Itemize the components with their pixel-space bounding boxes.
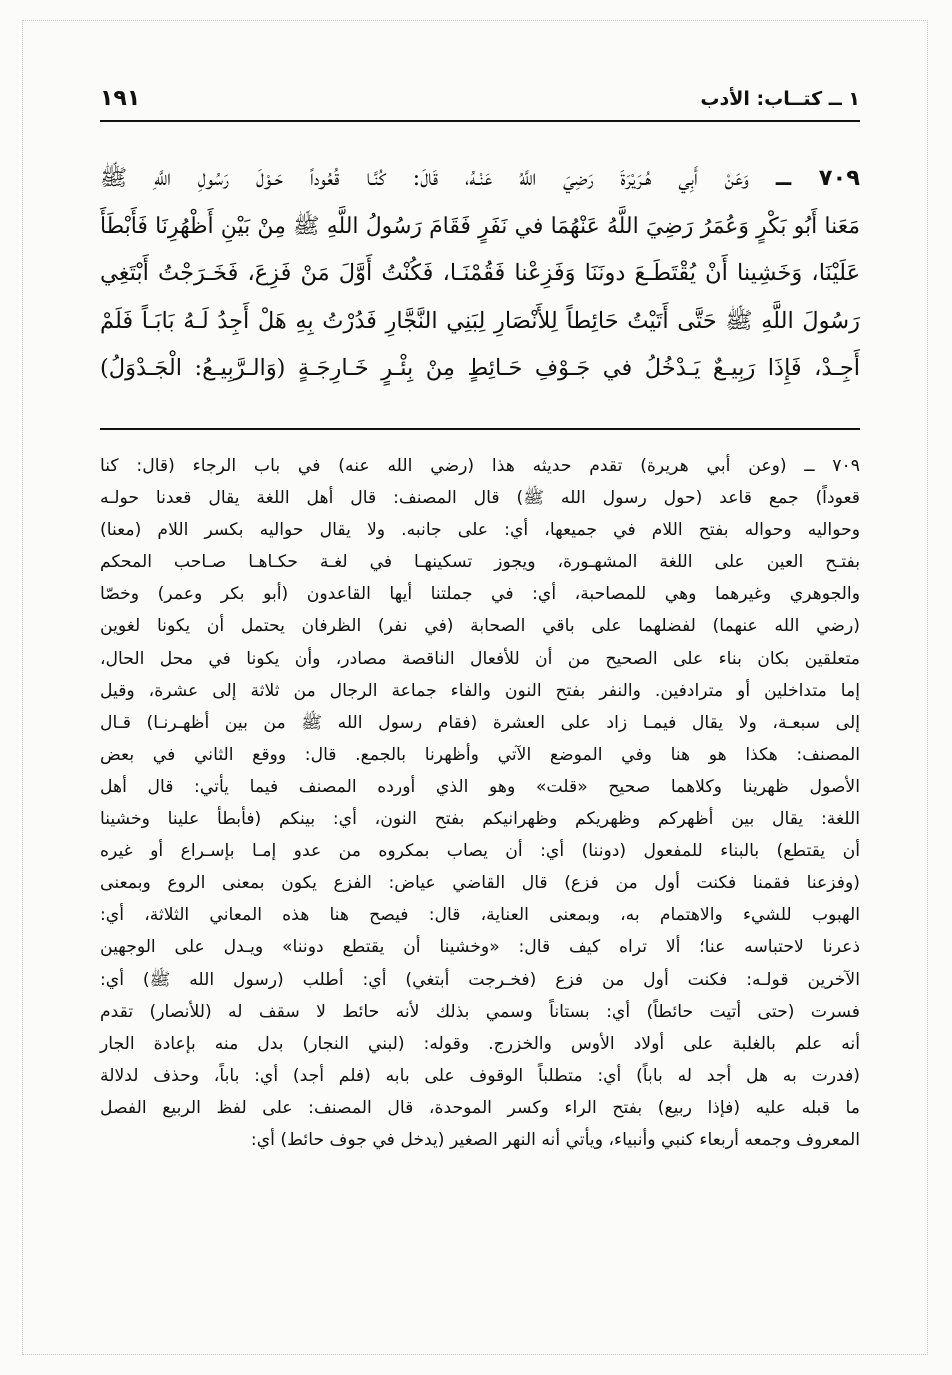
commentary-line: أنه علم بالغلبة على أولاد الأوس والخزرج. وقوله: (لبني النجار) بدل منه بإعادة الجار	[100, 1033, 860, 1054]
commentary-line: الآخرين قولـه: فكنت أول من فزع (فخـرجت أبتغي) أي: أطلب (رسول الله ﷺ) أي:	[100, 969, 860, 990]
commentary-text	[100, 450, 860, 1156]
commentary-line: ما قبله عليه (فإذا ربيع) بفتح الراء وكسر الموحدة، قال المصنف: على لفظ الربيع الفصل	[100, 1097, 860, 1118]
commentary-line: الأصول ظهرينا وكلاهما صحيح «قلت» وهو الذي أورده المصنف فيما يأتي: قال أهل	[100, 776, 860, 797]
commentary-line: (فدرت به هل أجد له باباً) أي: متطلباً الوقوف على بابه (فلم أجد) أي: باباً، وحذف لدلالة	[100, 1065, 860, 1086]
hadith-number: ٧٠٩ ــ	[775, 165, 860, 191]
commentary-line: قعوداً) جمع قاعد (حول رسول الله ﷺ) قال المصنف: قال أهل اللغة يقال قعدنا حولـه	[100, 488, 860, 509]
page-number: ١٩١	[100, 86, 141, 111]
commentary-line: والجوهري وغيرهما وهي للمصاحبة، أي: في جملتنا أيها القاعدون (أبو بكر وعمر) وخصّا	[100, 584, 860, 605]
commentary-line: الهبوب للشيء والاهتمام به، وبمعنى العناية، قال: فيصح هنا هذه المعاني الثلاثة، أي:	[100, 905, 860, 926]
commentary-line: (رضي الله عنهما) لفضلهما على باقي الصحابة (في نفر) الظرفان يحتمل أن يكونا لغوين	[100, 616, 860, 637]
hadith-line	[100, 155, 860, 203]
commentary-line: إما متداخلين أو مترادفين. والنفر بفتح النون والفاء جماعة الرجال من ثلاثة إلى عشرة، وقيل	[100, 680, 860, 701]
running-header	[100, 86, 860, 122]
commentary-line: وحواليه وحواله بفتح اللام في جميعها، أي: على جانبه. ولا يقال حواليه بكسر اللام (معنا)	[100, 520, 860, 541]
commentary-line: (وفزعنا فقمنا فكنت أول من فزع) قال القاضي عياض: الفزع يكون بمعنى الروع وبمعنى	[100, 873, 860, 894]
hadith-line: مَعَنا أَبُو بَكْرٍ وَعُمَرُ رَضِيَ اللَّهُ عَنْهُمَا في نَفَرٍ فَقَامَ رَسُولُ اللَّهِ ﷺ مِنْ بَيْنِ أَظْهُرِنَا فَأَبْطَأَ	[100, 213, 860, 239]
hadith-line-text: وَعَنْ أَبِي هُـرَيْرَةَ رَضِيَ اللَّهُ عَنْـهُ، قَالَ: كُنَّـا قُعُوداً حَـوْلَ رَسُولِ اللَّهِ ﷺ	[100, 165, 749, 191]
commentary-line: ٧٠٩ ــ (وعن أبي هريرة) تقدم حديثه هذا (رضي الله عنه) في باب الرجاء (قال: كنا	[100, 456, 860, 476]
hadith-line: عَلَيْنَا، وَخَشِينا أَنْ يُقْتَطَـعَ دونَنَا وَفَزِعْنا فَقُمْنَـا، فَكُنْتُ أَوَّلَ مَنْ فَزِعَ، فَخَـرَجْتُ أَبْتَغِي	[100, 260, 860, 286]
commentary-line: فسرت (حتى أتيت حائطاً) أي: بستاناً وسمي بذلك لأنه حائط لا سقف له (للأنصار) تقدم	[100, 1001, 860, 1022]
commentary-line: اللغة: يقال بين أظهركم وظهريكم وظهرانيكم بفتح النون، أي: بينكم (فأبطأ علينا وخشينا	[100, 809, 860, 830]
commentary-line: المصنف: هكذا هو هنا وفي الموضع الآتي وأظهرنا بالجمع. قال: ووقع الثاني في بعض	[100, 744, 860, 765]
commentary-line: المعروف وجمعه أربعاء كنبي وأنبياء، ويأتي أنه النهر الصغير (يدخل في جوف حائط) أي:	[250, 1129, 860, 1150]
commentary-line: بفتـح العين على اللغة المشهـورة، ويجوز تسكينهـا في لغـة حكـاهـا صـاحب المحكم	[100, 552, 860, 573]
commentary-line: أن يقتطع) بالبناء للمفعول (دوننا) أي: أن يصاب بمكروه من عدو إمـا بإسـراع أو غيره	[100, 841, 860, 862]
commentary-line: متعلقين بكان بناء على الصحيح من أن للأفعال الناقصة مصادر، وأن يكونا في محل الحال،	[100, 648, 860, 669]
hadith-line: رَسُولَ اللَّهِ ﷺ حَتَّى أَتَيْتُ حَائِطاً لِلأَنْصَارِ لِبَنِي النَّجَّارِ فَدُرْتُ بِهِ هَلْ أَجِدُ لَـهُ بَابَـاً فَلَمْ	[100, 307, 860, 334]
section-divider	[100, 428, 860, 430]
commentary-line: ذعرنا لاحتباسه عنا؛ ألا تراه كيف قال: «وخشينا أن يقتطع دوننا» ويـدل على الوجهين	[100, 937, 860, 958]
hadith-line: أَجِـدْ، فَإِذَا رَبِيـعٌ يَـدْخُلُ في جَـوْفِ حَـائِطٍ مِنْ بِئْـرٍ خَـارِجَـةٍ (وَالـرَّبِيـعُ: الْجَـدْوَلُ)	[100, 355, 860, 381]
commentary-line: إلى سبعـة، ولا يقال فيمـا زاد على العشرة (فقام رسول الله ﷺ من بين أظهـرنـا) قـال	[100, 712, 860, 733]
hadith-text	[100, 155, 860, 393]
chapter-title: ١ ــ كتــاب: الأدب	[700, 88, 860, 110]
